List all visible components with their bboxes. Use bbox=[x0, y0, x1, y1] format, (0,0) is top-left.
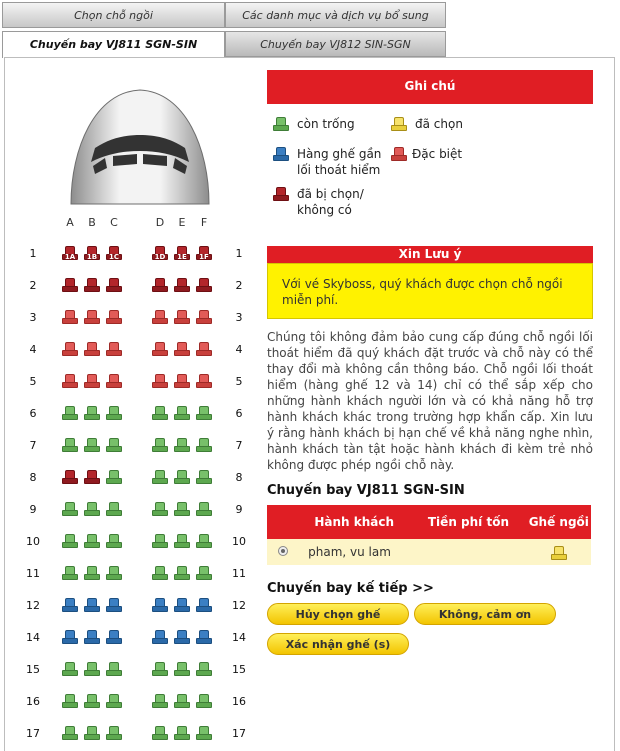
seat[interactable] bbox=[152, 694, 168, 708]
seat bbox=[174, 246, 190, 260]
seat-column-letters bbox=[5, 216, 245, 232]
seat bbox=[152, 246, 168, 260]
seat-row bbox=[5, 500, 255, 522]
seat[interactable] bbox=[196, 438, 212, 452]
seat bbox=[152, 278, 168, 292]
row-number: 11 bbox=[232, 567, 246, 580]
column-letter: E bbox=[178, 216, 186, 229]
seat bbox=[196, 246, 212, 260]
seat-row bbox=[5, 372, 255, 394]
passenger-name: pham, vu lam bbox=[298, 539, 410, 565]
seat[interactable] bbox=[84, 598, 100, 612]
seat[interactable] bbox=[84, 438, 100, 452]
seat-selection-panel bbox=[4, 57, 615, 751]
row-number: 7 bbox=[235, 439, 243, 452]
seat[interactable] bbox=[196, 342, 212, 356]
seat[interactable] bbox=[84, 534, 100, 548]
seat-row bbox=[5, 468, 255, 490]
header-select bbox=[267, 505, 298, 539]
seat[interactable] bbox=[174, 726, 190, 740]
seat[interactable] bbox=[196, 630, 212, 644]
seat[interactable] bbox=[84, 342, 100, 356]
seat[interactable] bbox=[196, 726, 212, 740]
seat[interactable] bbox=[62, 406, 78, 420]
seat bbox=[84, 246, 100, 260]
cancel-seat-button[interactable]: Hủy chọn ghế bbox=[267, 603, 409, 625]
column-letter: A bbox=[66, 216, 74, 229]
seat[interactable] bbox=[62, 310, 78, 324]
seat[interactable] bbox=[196, 374, 212, 388]
seat[interactable] bbox=[196, 470, 212, 484]
flight-title: Chuyến bay VJ811 SGN-SIN bbox=[267, 483, 465, 498]
exit-row-disclaimer: Chúng tôi không đảm bảo cung cấp đúng chỗ ngồi lối thoát hiểm đã quý khách đặt trước và chỗ này có thể thay đổi mà không cần thông báo. Chỗ ngồi lối thoát hiểm (hàng ghế 12 và 14) chỉ có thể sắp xếp cho những hành khách người lớn và có khả năng hỗ trợ hành khách khác trong trường hợp khẩn cấp. Xin lưu ý rằng hành khách bị hạn chế về khả năng nghe nhìn, hành khách tàn tật hoặc hành khách đi kèm trẻ nhỏ không được phép ngồi chỗ này. bbox=[267, 330, 593, 472]
row-number: 8 bbox=[235, 471, 243, 484]
seat[interactable] bbox=[152, 726, 168, 740]
row-number: 12 bbox=[26, 599, 40, 612]
seat[interactable] bbox=[84, 630, 100, 644]
selected-seat-icon[interactable] bbox=[551, 546, 567, 560]
row-number: 7 bbox=[29, 439, 37, 452]
seat-row bbox=[5, 308, 255, 330]
legend bbox=[267, 104, 593, 244]
seat[interactable] bbox=[84, 726, 100, 740]
row-number: 3 bbox=[235, 311, 243, 324]
seat[interactable] bbox=[84, 310, 100, 324]
legend-title: Ghi chú bbox=[267, 70, 593, 104]
seat-unavailable-icon bbox=[273, 187, 289, 201]
seat bbox=[106, 246, 122, 260]
seat[interactable] bbox=[106, 726, 122, 740]
tab-bar bbox=[0, 0, 620, 58]
info-column bbox=[267, 70, 593, 596]
row-number: 5 bbox=[235, 375, 243, 388]
legend-selected: đã chọn bbox=[391, 116, 463, 132]
row-number: 6 bbox=[235, 407, 243, 420]
passenger-table-header bbox=[267, 505, 591, 539]
seat[interactable] bbox=[106, 598, 122, 612]
seat[interactable] bbox=[174, 662, 190, 676]
seat[interactable] bbox=[62, 374, 78, 388]
seat[interactable] bbox=[62, 502, 78, 516]
seat[interactable] bbox=[152, 566, 168, 580]
seat[interactable] bbox=[106, 630, 122, 644]
seat[interactable] bbox=[174, 598, 190, 612]
seat bbox=[62, 470, 78, 484]
seat-row bbox=[5, 660, 255, 682]
seat-row bbox=[5, 404, 255, 426]
seat[interactable] bbox=[174, 438, 190, 452]
seat-row bbox=[5, 628, 255, 650]
seat-label: 1B bbox=[86, 253, 98, 261]
seat-row bbox=[5, 340, 255, 362]
tab-choose-seat[interactable]: Chọn chỗ ngồi bbox=[2, 2, 225, 28]
passenger-radio[interactable] bbox=[278, 546, 288, 556]
column-letter: F bbox=[200, 216, 208, 229]
header-passenger: Hành khách bbox=[298, 505, 410, 539]
header-fee: Tiền phí tốn bbox=[410, 505, 526, 539]
seat[interactable] bbox=[106, 374, 122, 388]
seat[interactable] bbox=[62, 342, 78, 356]
row-number: 15 bbox=[26, 663, 40, 676]
seat[interactable] bbox=[152, 502, 168, 516]
notice-box bbox=[267, 263, 593, 319]
seat[interactable] bbox=[174, 502, 190, 516]
confirm-seat-button[interactable]: Xác nhận ghế (s) bbox=[267, 633, 409, 655]
seat[interactable] bbox=[62, 726, 78, 740]
seat[interactable] bbox=[84, 374, 100, 388]
row-number: 16 bbox=[232, 695, 246, 708]
tab-flight-vj812[interactable]: Chuyến bay VJ812 SIN-SGN bbox=[225, 31, 446, 57]
row-number: 4 bbox=[29, 343, 37, 356]
seat[interactable] bbox=[106, 566, 122, 580]
seat[interactable] bbox=[174, 406, 190, 420]
column-letter: C bbox=[110, 216, 118, 229]
seat[interactable] bbox=[174, 566, 190, 580]
seat[interactable] bbox=[62, 438, 78, 452]
seat[interactable] bbox=[196, 406, 212, 420]
tab-additional-services[interactable]: Các danh mục và dịch vụ bổ sung bbox=[225, 2, 446, 28]
row-number: 3 bbox=[29, 311, 37, 324]
notice-text: Với vé Skyboss, quý khách được chọn chỗ ngồi miễn phí. bbox=[282, 277, 563, 307]
seat-label: 1D bbox=[154, 253, 166, 261]
seat-label: 1C bbox=[108, 253, 119, 261]
seat[interactable] bbox=[174, 310, 190, 324]
seat-row bbox=[5, 436, 255, 458]
seat-label: 1F bbox=[199, 253, 209, 261]
seat bbox=[106, 278, 122, 292]
seat-row bbox=[5, 244, 255, 266]
seat[interactable] bbox=[84, 694, 100, 708]
row-number: 15 bbox=[232, 663, 246, 676]
seat bbox=[196, 278, 212, 292]
seat[interactable] bbox=[106, 502, 122, 516]
seat-available-icon bbox=[273, 117, 289, 131]
seat[interactable] bbox=[196, 694, 212, 708]
seat[interactable] bbox=[196, 662, 212, 676]
row-number: 2 bbox=[29, 279, 37, 292]
passenger-fee bbox=[410, 539, 526, 565]
seat[interactable] bbox=[196, 534, 212, 548]
row-number: 9 bbox=[29, 503, 37, 516]
seat[interactable] bbox=[106, 342, 122, 356]
table-row[interactable] bbox=[267, 539, 591, 565]
aircraft-nose-icon bbox=[65, 88, 215, 206]
seat-special-icon bbox=[391, 147, 407, 161]
legend-available: còn trống bbox=[273, 116, 355, 132]
passenger-table bbox=[267, 505, 591, 565]
no-thanks-button[interactable]: Không, cảm ơn bbox=[414, 603, 556, 625]
seat[interactable] bbox=[152, 534, 168, 548]
seat bbox=[174, 278, 190, 292]
row-number: 17 bbox=[26, 727, 40, 740]
row-number: 17 bbox=[232, 727, 246, 740]
seat[interactable] bbox=[152, 406, 168, 420]
tab-flight-vj811[interactable]: Chuyến bay VJ811 SGN-SIN bbox=[2, 31, 225, 58]
legend-special: Đặc biệt bbox=[391, 146, 462, 162]
seat[interactable] bbox=[152, 598, 168, 612]
seat[interactable] bbox=[62, 566, 78, 580]
seat[interactable] bbox=[196, 502, 212, 516]
row-number: 2 bbox=[235, 279, 243, 292]
seat[interactable] bbox=[106, 694, 122, 708]
row-number: 8 bbox=[29, 471, 37, 484]
column-letter: B bbox=[88, 216, 96, 229]
row-number: 9 bbox=[235, 503, 243, 516]
seat[interactable] bbox=[152, 470, 168, 484]
row-number: 6 bbox=[29, 407, 37, 420]
seat[interactable] bbox=[84, 406, 100, 420]
seat bbox=[84, 278, 100, 292]
seat-label: 1E bbox=[177, 253, 187, 261]
seat-row bbox=[5, 692, 255, 714]
seat[interactable] bbox=[106, 310, 122, 324]
seat[interactable] bbox=[152, 438, 168, 452]
seat[interactable] bbox=[174, 534, 190, 548]
seat[interactable] bbox=[84, 662, 100, 676]
row-number: 10 bbox=[26, 535, 40, 548]
row-number: 4 bbox=[235, 343, 243, 356]
seat-row bbox=[5, 276, 255, 298]
row-number: 14 bbox=[26, 631, 40, 644]
seat[interactable] bbox=[106, 470, 122, 484]
next-flight-link[interactable]: Chuyến bay kế tiếp >> bbox=[267, 581, 434, 596]
seat-label: 1A bbox=[64, 253, 76, 261]
legend-unavailable: đã bị chọn/ không có bbox=[273, 186, 377, 218]
row-number: 12 bbox=[232, 599, 246, 612]
row-number: 1 bbox=[235, 247, 243, 260]
seat bbox=[62, 278, 78, 292]
seat-exit-row-icon bbox=[273, 147, 289, 161]
row-number: 14 bbox=[232, 631, 246, 644]
seat[interactable] bbox=[196, 310, 212, 324]
row-number: 5 bbox=[29, 375, 37, 388]
seat[interactable] bbox=[62, 598, 78, 612]
seat[interactable] bbox=[106, 406, 122, 420]
seat[interactable] bbox=[174, 374, 190, 388]
seat-row bbox=[5, 596, 255, 618]
seat-selected-icon bbox=[391, 117, 407, 131]
seat-row bbox=[5, 532, 255, 554]
seat[interactable] bbox=[152, 374, 168, 388]
seat[interactable] bbox=[196, 566, 212, 580]
seat[interactable] bbox=[174, 694, 190, 708]
seat[interactable] bbox=[62, 694, 78, 708]
seat[interactable] bbox=[106, 662, 122, 676]
seat[interactable] bbox=[106, 438, 122, 452]
seat bbox=[62, 246, 78, 260]
row-number: 1 bbox=[29, 247, 37, 260]
seat[interactable] bbox=[174, 342, 190, 356]
seat[interactable] bbox=[62, 662, 78, 676]
seat[interactable] bbox=[152, 342, 168, 356]
seat[interactable] bbox=[174, 630, 190, 644]
seat[interactable] bbox=[62, 534, 78, 548]
legend-exit-row: Hàng ghế gần lối thoát hiểm bbox=[273, 146, 389, 178]
seat[interactable] bbox=[152, 662, 168, 676]
seat-row bbox=[5, 724, 255, 746]
seat[interactable] bbox=[152, 630, 168, 644]
seat[interactable] bbox=[84, 502, 100, 516]
seat[interactable] bbox=[84, 566, 100, 580]
seat[interactable] bbox=[196, 598, 212, 612]
notice-title: Xin Lưu ý bbox=[267, 246, 593, 263]
seat[interactable] bbox=[152, 310, 168, 324]
seat[interactable] bbox=[62, 630, 78, 644]
row-number: 10 bbox=[232, 535, 246, 548]
row-number: 11 bbox=[26, 567, 40, 580]
seat[interactable] bbox=[106, 534, 122, 548]
seat-row bbox=[5, 564, 255, 586]
seat bbox=[84, 470, 100, 484]
seat[interactable] bbox=[174, 470, 190, 484]
header-seat: Ghế ngồi bbox=[527, 505, 591, 539]
column-letter: D bbox=[155, 216, 165, 229]
row-number: 16 bbox=[26, 695, 40, 708]
